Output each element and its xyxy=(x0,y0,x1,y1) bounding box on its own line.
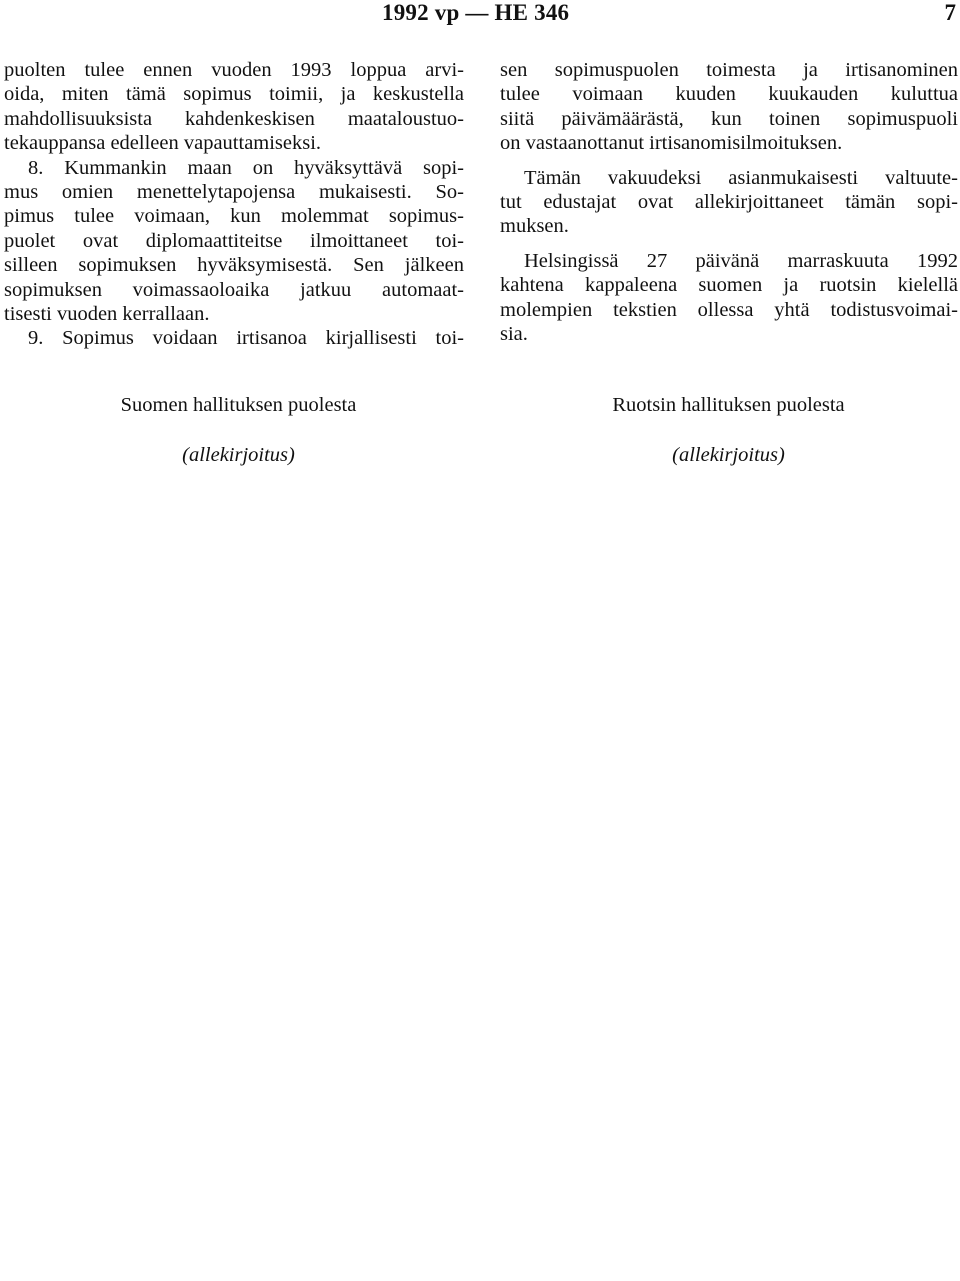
text-line: oida, miten tämä sopimus toimii, ja keskustella xyxy=(4,83,464,106)
text-line: mus omien menettelytapojensa mukaisesti. So- xyxy=(4,180,464,203)
text-line: 9. Sopimus voidaan irtisanoa kirjallisesti toi- xyxy=(28,327,464,350)
right-column xyxy=(500,58,958,346)
text-line: Tämän vakuudeksi asianmukaisesti valtuute- xyxy=(524,166,958,189)
text-line: tut edustajat ovat allekirjoittaneet tämän sopi- xyxy=(500,190,958,213)
text-line: on vastaanottanut irtisanomisilmoituksen. xyxy=(500,132,843,155)
text-line: molempien tekstien ollessa yhtä todistusvoimai- xyxy=(500,298,958,321)
text-line: siitä päivämäärästä, kun toinen sopimuspuoli xyxy=(500,107,958,130)
text-line: muksen. xyxy=(500,215,569,238)
text-line: 8. Kummankin maan on hyväksyttävä sopi- xyxy=(28,156,464,179)
text-line: pimus tulee voimaan, kun molemmat sopimus- xyxy=(4,205,464,228)
text-line: kahtena kappaleena suomen ja ruotsin kielellä xyxy=(500,274,958,297)
signature-block-sweden xyxy=(586,392,871,468)
text-line: sopimuksen voimassaoloaika jatkuu automaat- xyxy=(4,278,464,301)
text-line: silleen sopimuksen hyväksymisestä. Sen jälkeen xyxy=(4,254,464,277)
signature-placeholder: (allekirjoitus) xyxy=(672,444,785,466)
text-line: Helsingissä 27 päivänä marraskuuta 1992 xyxy=(524,249,958,272)
text-line: sia. xyxy=(500,322,528,345)
text-line: puolet ovat diplomaattiteitse ilmoittaneet toi- xyxy=(4,229,464,252)
signature-placeholder: (allekirjoitus) xyxy=(182,444,295,466)
header-title: 1992 vp — HE 346 xyxy=(382,0,570,25)
paragraph-place-date xyxy=(500,249,958,347)
text-line: puolten tulee ennen vuoden 1993 loppua arvi- xyxy=(4,59,464,81)
signature-label: Ruotsin hallituksen puolesta xyxy=(612,394,845,416)
page-header xyxy=(0,0,960,26)
signature-block-finland xyxy=(96,392,381,468)
text-line: tekauppansa edelleen vapauttamiseksi. xyxy=(4,132,322,155)
text-line: sen sopimuspuolen toimesta ja irtisanominen xyxy=(500,59,958,81)
page-number: 7 xyxy=(944,0,956,25)
signature-label: Suomen hallituksen puolesta xyxy=(120,394,357,416)
paragraph-attestation xyxy=(500,166,958,239)
left-column xyxy=(4,58,464,351)
text-line: tisesti vuoden kerrallaan. xyxy=(4,302,210,325)
text-line: tulee voimaan kuuden kuukauden kuluttua xyxy=(500,83,958,106)
text-line: mahdollisuuksista kahdenkeskisen maataloustuo- xyxy=(4,107,464,130)
paragraph-termination xyxy=(500,58,958,156)
